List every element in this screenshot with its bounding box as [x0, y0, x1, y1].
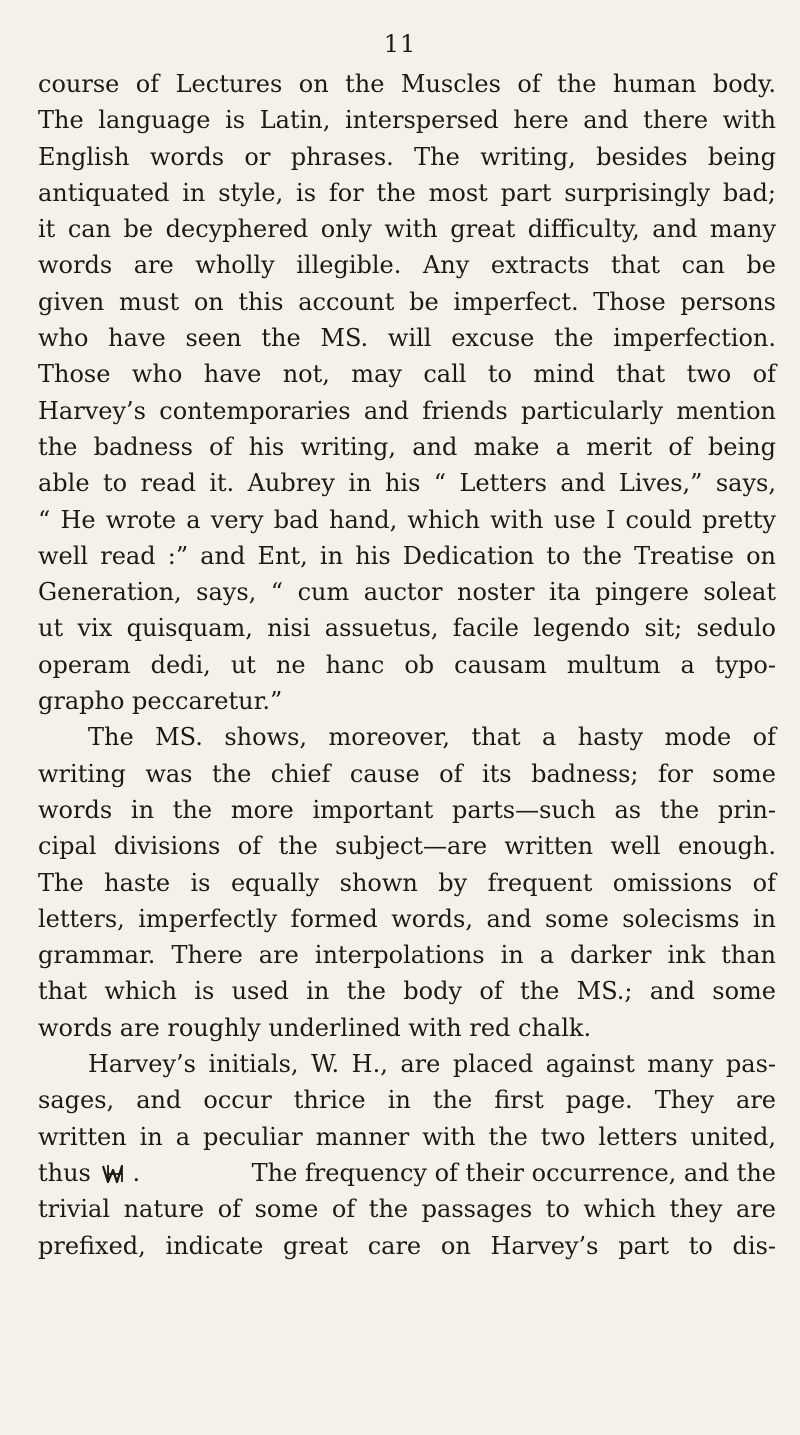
text-segment: The frequency of their occurrence, and the — [251, 1158, 776, 1187]
text-line: The haste is equally shown by frequent omissions of — [38, 868, 776, 897]
paragraph-1 — [38, 66, 776, 719]
text-line: written in a peculiar manner with the two letters united, — [38, 1122, 776, 1151]
text-line: words are roughly underlined with red chalk. — [38, 1013, 592, 1042]
text-line: Those who have not, may call to mind that two of — [38, 360, 776, 389]
text-line: that which is used in the body of the MS.; and some — [38, 977, 776, 1006]
text-line: grammar. There are interpolations in a darker ink than — [38, 941, 776, 970]
text-line-with-monogram — [38, 1155, 776, 1191]
thus-word: thus — [38, 1158, 91, 1187]
text-line: words are wholly illegible. Any extracts that can be — [38, 251, 776, 280]
thus-group — [38, 1155, 140, 1191]
text-line: sages, and occur thrice in the first page. They are — [38, 1086, 776, 1115]
text-line: trivial nature of some of the passages to which they are — [38, 1195, 776, 1224]
text-line: the badness of his writing, and make a merit of being — [38, 432, 776, 461]
page-number: 11 — [383, 30, 417, 58]
text-line: “ He wrote a very bad hand, which with use I could pretty — [38, 505, 776, 534]
text-line: Generation, says, “ cum auctor noster ita pingere soleat — [38, 578, 776, 607]
text-line: The MS. shows, moreover, that a hasty mode of — [88, 723, 776, 752]
text-line: Harvey’s contemporaries and friends particularly mention — [38, 396, 776, 425]
text-line: words in the more important parts—such as the prin- — [38, 795, 776, 824]
paragraph-2 — [38, 719, 776, 1046]
text-line: letters, imperfectly formed words, and some solecisms in — [38, 904, 776, 933]
text-line: well read :” and Ent, in his Dedication to the Treatise on — [38, 541, 776, 570]
body-text — [38, 66, 776, 1264]
text-line: it can be decyphered only with great difficulty, and many — [38, 215, 776, 244]
text-line: writing was the chief cause of its badness; for some — [38, 759, 776, 788]
text-line: cipal divisions of the subject—are written well enough. — [38, 832, 776, 861]
text-line: given must on this account be imperfect. Those persons — [38, 287, 776, 316]
text-line: who have seen the MS. will excuse the imperfection. — [38, 324, 776, 353]
paragraph-3 — [38, 1046, 776, 1264]
text-line: course of Lectures on the Muscles of the human body. — [38, 70, 776, 98]
text-line: able to read it. Aubrey in his “ Letters and Lives,” says, — [38, 469, 776, 498]
text-line: English words or phrases. The writing, besides being — [38, 142, 776, 171]
text-line: ut vix quisquam, nisi assuetus, facile legendo sit; sedulo — [38, 614, 776, 643]
text-line: prefixed, indicate great care on Harvey’s part to dis- — [38, 1231, 776, 1260]
monogram-dot: . — [132, 1158, 141, 1187]
text-line: Harvey’s initials, W. H., are placed against many pas- — [88, 1050, 776, 1079]
text-line: operam dedi, ut ne hanc ob causam multum a typo- — [38, 650, 776, 679]
text-line: grapho peccaretur.” — [38, 687, 283, 716]
wh-monogram-icon — [101, 1162, 131, 1186]
text-line: antiquated in style, is for the most part surprisingly bad; — [38, 178, 776, 207]
text-line: The language is Latin, interspersed here and there with — [38, 106, 776, 135]
